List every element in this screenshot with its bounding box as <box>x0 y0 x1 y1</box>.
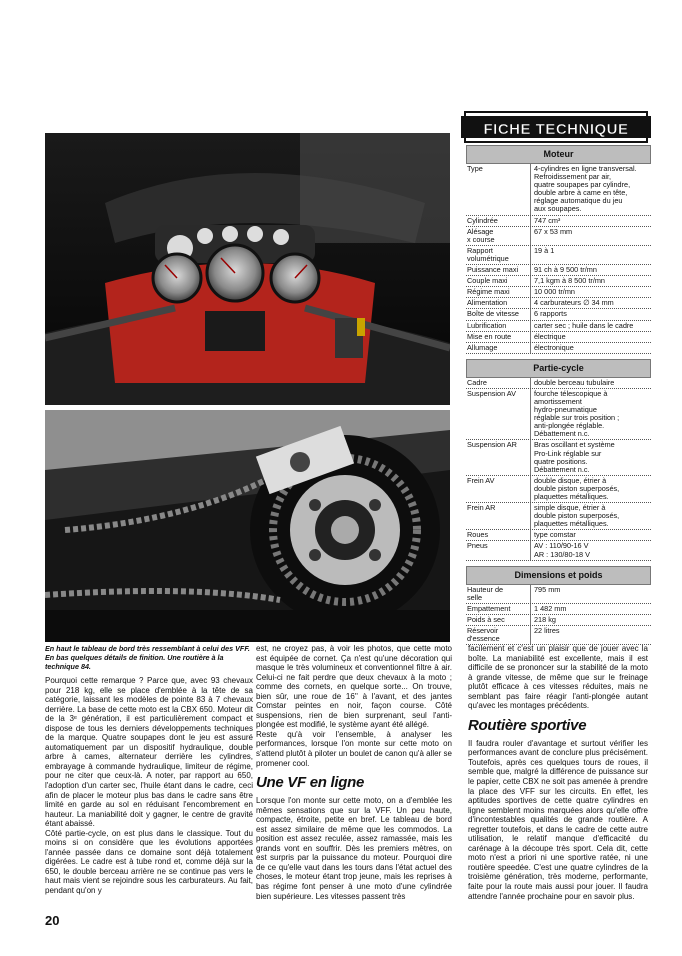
spec-value: 7,1 kgm à 8 500 tr/mn <box>534 276 605 286</box>
spec-label: Poids à sec <box>466 615 531 625</box>
spec-label: Lubrification <box>466 321 531 331</box>
dashboard-photo <box>45 133 450 405</box>
spec-sheet <box>466 145 651 645</box>
spec-row <box>466 530 651 541</box>
spec-row <box>466 216 651 227</box>
spec-banner <box>461 110 651 144</box>
spec-row <box>466 440 651 475</box>
spec-label: Roues <box>466 530 531 540</box>
spec-value: 795 mm <box>534 584 561 594</box>
paragraph: facilement et c'est un plaisir que de jouer avec la boîte. La maniabilité est excellente, mais il est difficile de se prononcer sur la stabilité de la moto à grande vitesse, de même que sur le freinage plutôt efficace à ces vitesses réduites, mais ne semblant pas faire réagir l'anti-plongée autant qu'avec les montages précédents. <box>468 644 648 711</box>
spec-row <box>466 246 651 265</box>
spec-section-heading: Moteur <box>466 145 651 164</box>
spec-row <box>466 378 651 389</box>
paragraph: est, ne croyez pas, à voir les photos, que cette moto est équipée de cornet. Ça n'est qu'une décoration qui masque le très volumineux et conventionnel filtre à air. Celui-ci ne fait perdre que deux chevaux à la moto ; comme des cornets, en quelque sorte... On trouve, bien sûr, une roue de 16'' à l'avant, et des jantes Comstar peintes en noir, façon course. Côté suspensions, rien de bien surprenant, seul l'anti-plongée est modifié, le système ayant été allégé. <box>256 644 452 730</box>
spec-row <box>466 164 651 216</box>
spec-row <box>466 585 651 604</box>
spec-label: Suspension AV <box>466 389 531 440</box>
spec-value: 10 000 tr/mn <box>534 287 575 297</box>
spec-label: Frein AR <box>466 503 531 529</box>
spec-row <box>466 503 651 530</box>
spec-row <box>466 626 651 645</box>
spec-value: 67 x 53 mm <box>534 226 573 236</box>
spec-label: Couple maxi <box>466 276 531 286</box>
spec-value: 22 litres <box>534 626 560 636</box>
spec-row <box>466 298 651 309</box>
spec-row <box>466 389 651 441</box>
photo-caption: En haut le tableau de bord très ressemblant à celui des VFF. En bas quelques détails de finition. Une routière à la technique 84. <box>45 644 250 671</box>
paragraph: Pourquoi cette remarque ? Parce que, avec 93 chevaux pour 218 kg, elle se place d'emblée à la tête de sa catégorie, laissant les modèles de pointe 83 à 7 chevaux derrière. La base de cette moto est la CBX 650. Moteur dit de la 3ᵉ génération, il est particulièrement compact et dispose de tous les derniers développements techniques de la marque. Quatre soupapes dont le jeu est assuré automatiquement par un dispositif hydraulique, double arbre à cames, alternateur derrière les cylindres, embrayage à commande hydraulique, limiteur de régime, pour ne citer que ceux-là. A noter, par rapport au 650, l'adoption d'un carter sec, l'huile étant dans le cadre, ceci afin de placer le moteur plus bas dans le cadre sans être limité en garde au sol en réduisant l'encombrement en hauteur. La maniabilité doit y gagner, le centre de gravité étant abaissé. <box>45 676 253 829</box>
spec-value: 6 rapports <box>534 309 567 319</box>
spec-row <box>466 615 651 626</box>
spec-value: 218 kg <box>534 614 556 624</box>
section-heading: Une VF en ligne <box>256 774 365 792</box>
spec-label: Suspension AR <box>466 440 531 474</box>
spec-row <box>466 265 651 276</box>
section-heading: Routière sportive <box>468 716 587 734</box>
spec-label: Mise en route <box>466 332 531 342</box>
spec-row <box>466 332 651 343</box>
article-column-3 <box>468 644 648 901</box>
spec-label: Type <box>466 164 531 215</box>
spec-row <box>466 604 651 615</box>
spec-value: 1 482 mm <box>534 603 567 613</box>
spec-value: électrique <box>534 331 566 341</box>
spec-label: Rapport volumétrique <box>466 246 531 264</box>
spec-row <box>466 227 651 246</box>
spec-value: fourche télescopique à amortissement hydro-pneumatique réglable sur trois position ; anti-plongée réglable. Débattement n.c. <box>534 388 620 439</box>
article-column-1 <box>45 676 253 896</box>
spec-label: Alimentation <box>466 298 531 308</box>
spec-value: Bras oscillant et système Pro-Link réglable sur quatre positions. Débattement n.c. <box>534 440 615 474</box>
article-column-2 <box>256 644 452 901</box>
spec-value: électronique <box>534 342 574 352</box>
spec-label: Alésage x course <box>466 227 531 245</box>
spec-value: type comstar <box>534 530 576 540</box>
spec-value: 19 à 1 <box>534 245 555 255</box>
spec-label: Régime maxi <box>466 287 531 297</box>
spec-label: Cadre <box>466 378 531 388</box>
spec-label: Allumage <box>466 343 531 353</box>
spec-row <box>466 309 651 320</box>
spec-label: Cylindrée <box>466 216 531 226</box>
spec-row <box>466 343 651 354</box>
spec-value: 4 carburateurs ∅ 34 mm <box>534 298 614 308</box>
spec-value: 747 cm³ <box>534 215 561 225</box>
paragraph: Il faudra rouler d'avantage et surtout vérifier les performances avant de conclure plus précisément. Toutefois, après ces quelques tours de roues, il semble que, malgré la différence de puissance sur le papier, cette CBX ne soit pas amenée à prendre la place des VFF sur les circuits. En effet, les aptitudes sportives de cette quatre cylindres en ligne semblent moins marquées alors qu'elle offre d'incontestables qualités de grande routière. A regretter toutefois, et dans le cadre de cette autre utilisation, le relatif manque d'efficacité du carénage à la découpe très sport. Cela dit, cette moto n'est a priori ni une sportive ratée, ni une routière speedée. C'est une quatre cylindres de la troisième génération, très moderne, performante, faite pour la route mais aussi pour jouer. Il faudra attendre l'année prochaine pour en savoir plus. <box>468 738 648 901</box>
spec-section-heading: Dimensions et poids <box>466 566 651 585</box>
spec-value: 4-cylindres en ligne transversal. Refroidissement par air, quatre soupapes par cylindre, double arbre à came en tête, réglage automatique du jeu aux soupapes. <box>534 164 637 214</box>
paragraph: Côté partie-cycle, on est plus dans le classique. Tout du moins si on considère que les évolutions apportées l'année passée dans ce domaine sont déjà totalement digérées. Le cadre est à tube rond et, comme déjà sur la 650, le double berceau arrière ne se continue pas vers le haut mais vient se rejoindre sous les carburateurs. Au fait, pendant qu'on y <box>45 828 253 896</box>
spec-banner-title: FICHE TECHNIQUE <box>483 121 629 138</box>
spec-label: Réservoir d'essence <box>466 626 531 644</box>
spec-label: Hauteur de selle <box>466 585 531 603</box>
spec-label: Empattement <box>466 604 531 614</box>
spec-row <box>466 276 651 287</box>
page-number: 20 <box>45 913 60 928</box>
spec-label: Boîte de vitesse <box>466 309 531 319</box>
spec-row <box>466 476 651 503</box>
spec-row <box>466 287 651 298</box>
paragraph: Lorsque l'on monte sur cette moto, on a d'emblée les mêmes sensations que sur la VFF. Un peu haute, compacte, étroite, petite en bref. Le tableau de bord est assez similaire de même que les commodos. La position est assez reculée, assez ramassée, mais les grands vont en souffrir. Dès les premiers mètres, on est surpris par la puissance du moteur. Pourquoi dire de ce qu'elle vaut dans les tours dans l'état actuel des choses, le moteur étant trop jeune, mais les reprises à bas régime font penser à une moto d'une cylindrée bien supérieure. Les vitesses passent très <box>256 796 452 901</box>
paragraph: Reste qu'à voir l'ensemble, à analyser les performances, lorsque l'on monte sur cette moto on s'attend plutôt à piloter un boulet de canon qu'à aller se promener cool. <box>256 729 452 768</box>
spec-row <box>466 321 651 332</box>
spec-section-heading: Partie-cycle <box>466 359 651 378</box>
spec-value: double disque, étrier à double piston superposés, plaquettes métalliques. <box>534 475 620 501</box>
spec-label: Puissance maxi <box>466 265 531 275</box>
spec-value: carter sec ; huile dans le cadre <box>534 320 634 330</box>
spec-value: 91 ch à 9 500 tr/mn <box>534 265 597 275</box>
chain-sprocket-photo <box>45 410 450 642</box>
spec-value: AV : 110/90-16 V AR : 130/80-18 V <box>534 541 590 559</box>
spec-value: double berceau tubulaire <box>534 377 615 387</box>
spec-value: simple disque, étrier à double piston superposés, plaquettes métalliques. <box>534 503 620 529</box>
spec-label: Pneus <box>466 541 531 559</box>
spec-row <box>466 541 651 560</box>
spec-label: Frein AV <box>466 476 531 502</box>
